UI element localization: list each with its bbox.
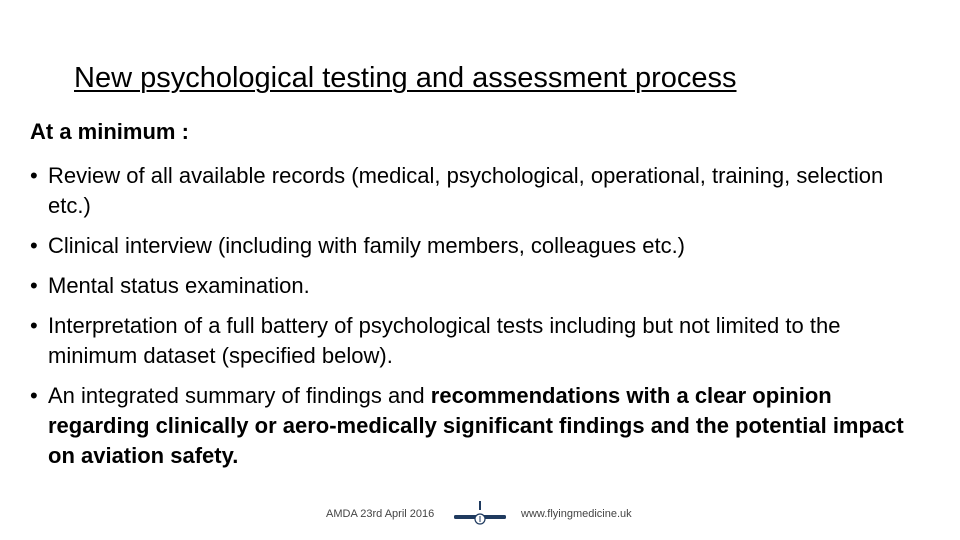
intro-heading: At a minimum : (30, 119, 189, 144)
bullet-item-tests (30, 311, 930, 371)
footer-date: AMDA 23rd April 2016 (326, 508, 435, 520)
bullet-text-plain: Review of all available records (medical, psychological, operational, training, selection etc.) (48, 163, 884, 218)
bullet-list (30, 161, 930, 481)
bullet-text (48, 271, 930, 301)
footer-website: www.flyingmedicine.uk (521, 508, 632, 520)
aircraft-logo-icon (450, 498, 510, 528)
bullet-mark: • (30, 313, 38, 338)
bullet-mark: • (30, 383, 38, 408)
slide-title: New psychological testing and assessment process (74, 62, 737, 94)
bullet-item-summary (30, 381, 930, 471)
bullet-text-plain: Clinical interview (including with family members, colleagues etc.) (48, 233, 686, 258)
bullet-text-plain: An integrated summary of findings and (48, 383, 431, 408)
bullet-item-mental-status (30, 271, 930, 301)
bullet-mark: • (30, 233, 38, 258)
bullet-text (48, 161, 930, 221)
bullet-text (48, 311, 930, 371)
bullet-text (48, 231, 930, 261)
bullet-mark: • (30, 163, 38, 188)
bullet-item-interview (30, 231, 930, 261)
bullet-text-plain: Interpretation of a full battery of psychological tests including but not limited to the minimum dataset (specified below). (48, 313, 841, 368)
bullet-text-plain: Mental status examination. (48, 273, 310, 298)
bullet-item-records (30, 161, 930, 221)
bullet-mark: • (30, 273, 38, 298)
bullet-text (48, 381, 930, 471)
bullet-text-emphasis: recommendations with a clear opinion regarding clinically or aero-medically significant findings and the potential impact on aviation safety. (48, 383, 904, 468)
